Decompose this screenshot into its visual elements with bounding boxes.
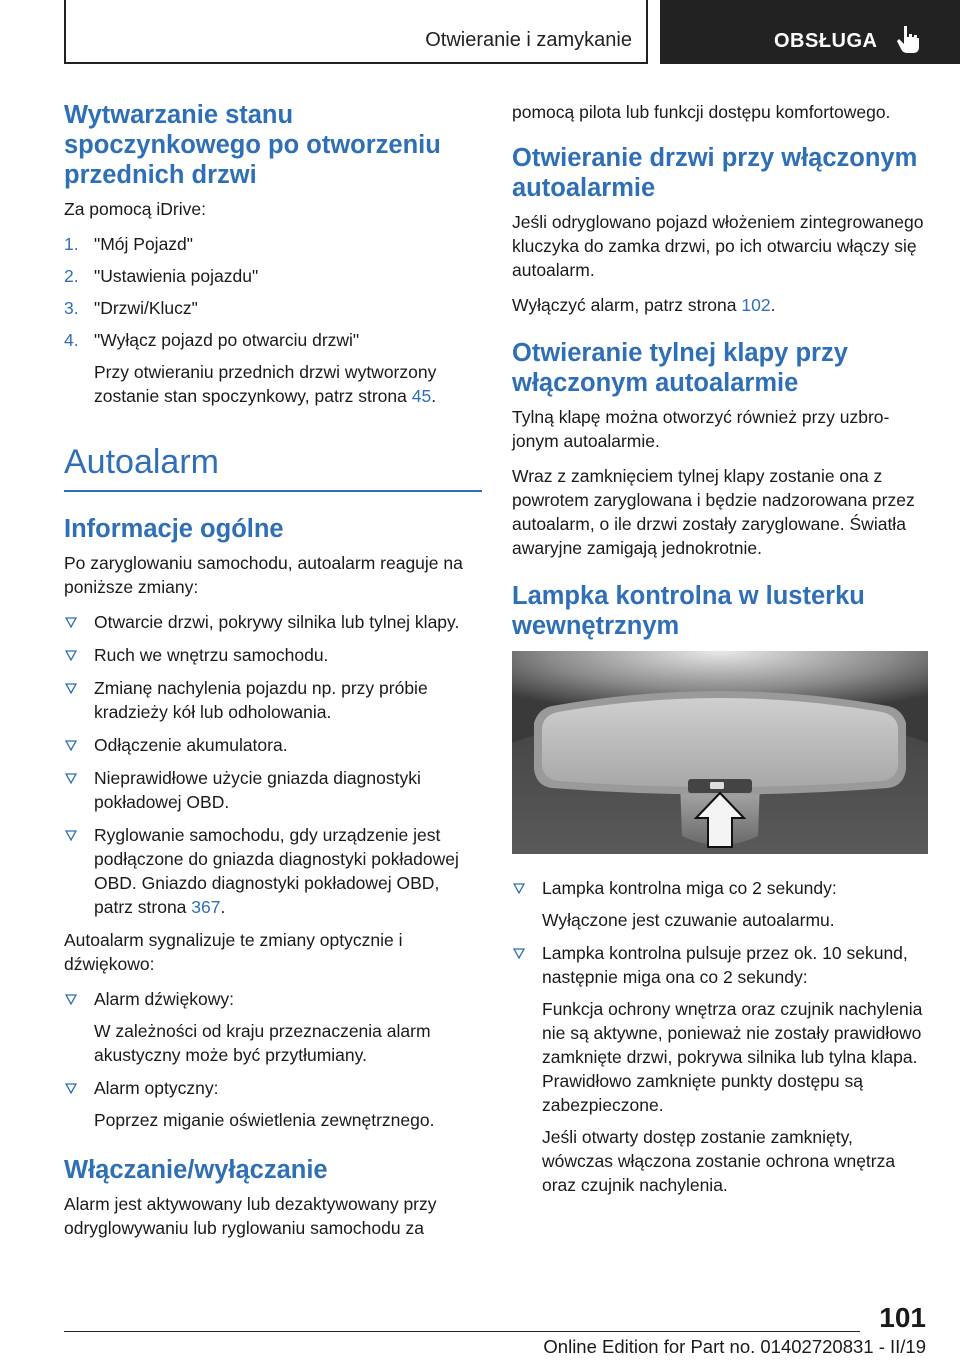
triangle-bullet-icon: [65, 683, 77, 694]
tailgate-alarm-text: Tylną klapę można otworzyć również przy uzbrojonym autoalarmie.: [512, 407, 890, 451]
idrive-intro: Za pomocą iDrive:: [64, 199, 206, 219]
list-item: [64, 1076, 482, 1132]
doors-alarm-text: Jeśli odryglowano pojazd włożeniem zintegrowanego kluczyka do zamka drzwi, po ich otwarciu włączy się autoalarm.: [512, 212, 924, 280]
list-item-sub: Poprzez miganie oświetlenia zewnętrznego.: [94, 1110, 435, 1130]
footer-divider: [64, 1331, 860, 1332]
chapter-title-autoalarm: Autoalarm: [64, 443, 219, 481]
page-link-367[interactable]: 367: [191, 897, 221, 917]
section-title-on-off: Włączanie/wyłączanie: [64, 1156, 328, 1184]
step-text: "Wyłącz pojazd po otwarciu drzwi": [94, 330, 360, 350]
list-item-sub: Wyłączone jest czuwanie autoalarmu.: [542, 910, 835, 930]
triangle-bullet-icon: [65, 773, 77, 784]
section-title-general-info: Informacje ogólne: [64, 515, 284, 543]
mirror-illustration: [512, 651, 928, 854]
list-item: [64, 823, 482, 919]
list-item: [64, 766, 482, 814]
list-item: [64, 987, 482, 1067]
step-text: "Mój Pojazd": [94, 234, 193, 254]
list-item-text: Zmianę nachylenia pojazdu np. przy próbie kradzieży kół lub odholowania.: [94, 678, 428, 722]
step-item: [64, 232, 482, 256]
footer-edition: Online Edition for Part no. 01402720831 - II/19: [543, 1336, 926, 1357]
step-number: 1.: [64, 234, 79, 254]
triangle-bullet-icon: [65, 617, 77, 628]
tailgate-alarm-text-2: Wraz z zamknięciem tylnej klapy zostanie ona z powrotem zaryglowana i będzie nadzorowana przez autoalarm, o ile drzwi zostały zaryglowane. Światła awaryjne zamigają jednokrotnie.: [512, 466, 915, 558]
step-text: "Ustawienia pojazdu": [94, 266, 259, 286]
left-column: [64, 100, 482, 1251]
step-text: "Drzwi/Klucz": [94, 298, 198, 318]
page-link-102[interactable]: 102: [741, 295, 771, 315]
list-item-text: Odłączenie akumulatora.: [94, 735, 288, 755]
list-item: [64, 643, 482, 667]
list-item-text: Lampka kontrolna miga co 2 sekundy:: [542, 878, 837, 898]
triangle-bullet-icon: [65, 1083, 77, 1094]
doors-alarm-text-2-end: .: [770, 295, 776, 315]
triangle-bullet-icon: [513, 883, 525, 894]
step-number: 4.: [64, 330, 79, 350]
section-title-tailgate-alarm: Otwieranie tylnej klapy przy włączonym autoalarmie: [512, 339, 848, 397]
step-note-end: .: [431, 386, 437, 406]
list-item: [64, 610, 482, 634]
doors-alarm-text-2-start: Wyłączyć alarm, patrz strona: [512, 295, 742, 315]
section-title-mirror-lamp: Lampka kontrolna w lusterku wewnętrznym: [512, 582, 865, 640]
continued-text: pomocą pilota lub funkcji dostępu komfortowego.: [512, 102, 891, 122]
list-item-text: Otwarcie drzwi, pokrywy silnika lub tylnej klapy.: [94, 612, 460, 632]
list-item-text: Ryglowanie samochodu, gdy urządzenie jest podłączone do gniazda diagnostyki pokładowej OBD. Gniazdo diagnostyki pokładowej OBD, patrz strona: [94, 825, 459, 917]
on-off-text: Alarm jest aktywowany lub dezaktywowany przy odryglowywaniu lub ryglowaniu samochodu za: [64, 1194, 437, 1238]
triangle-bullet-icon: [65, 650, 77, 661]
list-item-text: Alarm optyczny:: [94, 1078, 219, 1098]
list-item-sub: W zależności od kraju przeznaczenia alarm akustyczny może być przytłumiany.: [94, 1021, 431, 1065]
step-number: 3.: [64, 298, 79, 318]
list-item-text: Nieprawidłowe użycie gniazda diagnostyki pokładowej OBD.: [94, 768, 421, 812]
triangle-bullet-icon: [65, 994, 77, 1005]
header-chapter-tab: [660, 0, 960, 64]
list-item-sub: Funkcja ochrony wnętrza oraz czujnik nachylenia nie są aktywne, ponieważ nie zostały prawidłowo zamknięte drzwi, pokrywa silnika lub tylna klapa. Prawidłowo zamknięte punkty dostępu są zabezpieczone.: [542, 999, 923, 1115]
step-item: [64, 296, 482, 320]
list-item-text: Lampka kontrolna pulsuje przez ok. 10 sekund, następnie miga ona co 2 sekundy:: [542, 943, 908, 987]
triangle-bullet-icon: [513, 948, 525, 959]
list-item: [64, 676, 482, 724]
header-tab-label: OBSŁUGA: [774, 30, 878, 52]
signal-text: Autoalarm sygnalizuje te zmiany optycznie i dźwiękowo:: [64, 930, 403, 974]
list-item-text: Alarm dźwiękowy:: [94, 989, 235, 1009]
doors-alarm-text-2: [512, 293, 928, 317]
list-item: [64, 733, 482, 757]
list-item-end: .: [220, 897, 226, 917]
page-number: 101: [879, 1302, 926, 1333]
triangle-bullet-icon: [65, 740, 77, 751]
header-section-box: [64, 0, 648, 64]
list-item-text: Ruch we wnętrzu samochodu.: [94, 645, 329, 665]
general-info-intro: Po zaryglowaniu samochodu, autoalarm reaguje na poniższe zmiany:: [64, 553, 463, 597]
list-item: [512, 941, 928, 1197]
section-title-quiet-state: Wytwarzanie stanu spoczynkowego po otworzeniu przednich drzwi: [64, 101, 441, 189]
section-title-doors-alarm: Otwieranie drzwi przy włączonym autoalarmie: [512, 144, 918, 202]
triangle-bullet-icon: [65, 830, 77, 841]
step-note: [94, 360, 482, 408]
list-item: [512, 876, 928, 932]
step-note-text: Przy otwieraniu przednich drzwi wytworzony zostanie stan spoczynkowy, patrz strona: [94, 362, 437, 406]
header-section-title: Otwieranie i zamykanie: [425, 29, 632, 51]
step-item: [64, 328, 482, 408]
step-item: [64, 264, 482, 288]
step-number: 2.: [64, 266, 79, 286]
page-link-45[interactable]: 45: [411, 386, 432, 406]
pointing-hand-icon: [896, 24, 922, 54]
chapter-heading: [64, 442, 482, 492]
list-item-sub: Jeśli otwarty dostęp zostanie zamknięty, wówczas włączona zostanie ochrona wnętrza oraz czujnik nachylenia.: [542, 1127, 896, 1195]
right-column: [512, 100, 928, 1206]
